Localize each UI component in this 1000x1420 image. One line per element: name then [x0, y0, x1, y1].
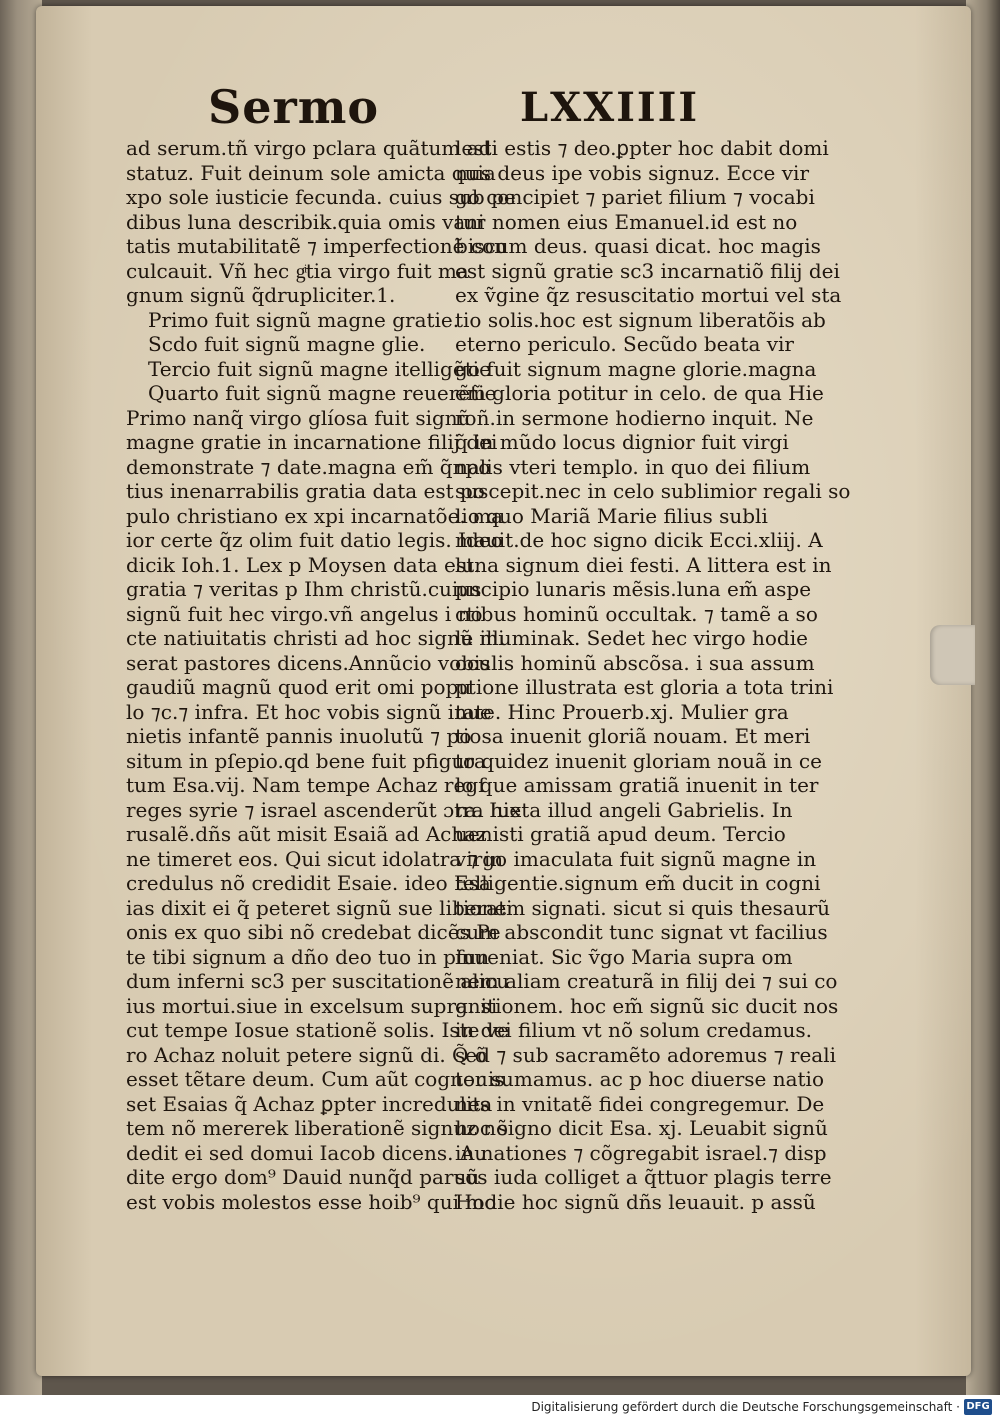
text-column-right	[455, 136, 851, 1214]
text-line: gnitionem. hoc em̃ signũ sic ducit nos	[455, 993, 839, 1018]
text-line: tum Esa.vij. Nam tempe Achaz regſ	[126, 773, 486, 797]
text-line: ra. Iuxta illud angeli Gabrielis. In	[455, 797, 793, 822]
text-line: in dei filium vt nõ solum credamus.	[455, 1018, 813, 1042]
text-line: sed ⁊ sub sacramẽto adoremus ⁊ reali	[455, 1042, 837, 1067]
text-line: virgo imaculata fuit signũ magne in	[455, 846, 817, 871]
text-line: pncipio lunaris mẽsis.luna em̃ aspe	[455, 577, 812, 601]
text-line: set Esaias q̃ Achaz ꝑpter incredulita	[126, 1091, 493, 1116]
text-line: gaudiũ magnũ quod erit omi popu	[126, 675, 472, 699]
text-line: dicik Ioh.1. Lex p Moysen data est.	[126, 552, 481, 577]
text-line: in nationes ⁊ cõgregabit israel.⁊ disp	[455, 1140, 827, 1165]
text-line: ior certe q̃z olim fuit datio legis. Ideo	[126, 528, 503, 552]
text-line: xpo sole iusticie fecunda. cuius sub pe	[126, 185, 516, 209]
text-line: em̃ gloria potitur in celo. de qua Hie	[455, 381, 824, 405]
text-line: pulo christiano ex xpi incarnatõe. ma	[126, 503, 504, 528]
text-line: inueniat. Sic ṽgo Maria supra om	[455, 944, 793, 969]
text-line: nes in vnitatẽ fidei congregemur. De	[455, 1091, 825, 1116]
text-line: ro Achaz noluit petere signũ di. Q̃ õ	[126, 1042, 487, 1067]
text-line: onis ex quo sibi nõ credebat dicẽs Pe	[126, 920, 501, 944]
text-line: magne gratie in incarnatione filij dei	[126, 430, 498, 454]
text-line: roñ.in sermone hodierno inquit. Ne	[455, 405, 814, 430]
text-line: reges syrie ⁊ israel ascenderũt ɔtra hie	[126, 797, 522, 822]
text-line: dum inferni sc3 per suscitationẽ alicu	[126, 969, 510, 993]
text-line: biscum deus. quasi dicat. hoc magis	[455, 234, 821, 258]
text-line: suscepit.nec in celo sublimior regali so	[455, 479, 851, 503]
text-line: situm in pſepio.qd bene fuit pfigura	[126, 748, 486, 773]
text-line: culcauit. Vñ hec gͥtia virgo fuit ma	[126, 258, 469, 283]
text-line: ad serum.tñ virgo pclara quãtum ad	[126, 136, 492, 160]
text-line: esset tẽtare deum. Cum aũt cognouis	[126, 1067, 505, 1091]
text-line: gnum signũ q̃drupliciter.1.	[126, 283, 396, 307]
text-line: dite ergo dom⁹ Dauid nunq̃d paruũ	[126, 1165, 480, 1189]
text-line: to quidez inuenit gloriam nouã in ce	[455, 748, 822, 773]
text-line: mauit.de hoc signo dicik Ecci.xliij. A	[455, 528, 823, 552]
text-line: tur nomen eius Emanuel.id est no	[455, 209, 798, 234]
text-line: demonstrate ⁊ date.magna em̃ q̃npo	[126, 454, 491, 479]
text-line: uenisti gratiã apud deum. Tercio	[455, 822, 786, 846]
text-line: go fuit signum magne glorie.magna	[455, 356, 817, 381]
text-line: nalis vteri templo. in quo dei filium	[455, 454, 811, 479]
text-line: nus deus ipe vobis signuz. Ecce vir	[455, 160, 810, 185]
text-line: go concipiet ⁊ pariet filium ⁊ vocabi	[455, 185, 815, 209]
page-clip	[930, 625, 975, 685]
text-line: tius inenarrabilis gratia data est po	[126, 479, 485, 503]
text-line: ias dixit ei q̃ peteret signũ sue liberati	[126, 895, 513, 920]
text-line: cum abscondit tunc signat vt facilius	[455, 920, 828, 944]
text-line: nem aliam creaturã in filij dei ⁊ sui co	[455, 969, 838, 993]
text-line: te tibi signum a dño deo tuo in pfun	[126, 944, 490, 969]
text-line: est signũ gratie sc3 incarnatiõ filij dei	[455, 258, 840, 283]
text-line: dibus luna describik.quia omis vani	[126, 209, 485, 234]
text-line: ius mortui.siue in excelsum supra. si	[126, 993, 498, 1018]
text-line: tem nõ mererek liberationẽ signuz nõ	[126, 1116, 509, 1140]
text-line: cte natiuitatis christi ad hoc signũ mi	[126, 626, 505, 650]
running-head: Sermo	[208, 80, 380, 134]
text-line: luna signum diei festi. A littera est in	[455, 552, 832, 577]
text-line: Tercio fuit signũ magne itelligẽtie	[148, 356, 491, 381]
footer-bar	[0, 1395, 1000, 1420]
text-line: ter sumamus. ac p hoc diuerse natio	[455, 1067, 824, 1091]
text-line: sos iuda colliget a q̃ttuor plagis terre	[455, 1165, 832, 1189]
text-line: Quarto fuit signũ magne reuerẽtie	[148, 381, 497, 405]
text-line: dedit ei sed domui Iacob dicens. Au	[126, 1140, 488, 1165]
text-line: ne timeret eos. Qui sicut idolatra ⁊ in	[126, 846, 504, 871]
text-line: q̃ in mũdo locus dignior fuit virgi	[455, 430, 789, 454]
text-line: tate. Hinc Prouerb.xj. Mulier gra	[455, 699, 789, 724]
text-line: eterno periculo. Secũdo beata vir	[455, 332, 794, 356]
text-line: Primo fuit signũ magne gratie.	[148, 307, 460, 332]
folio-number: LXXIIII	[520, 84, 700, 131]
text-line: est vobis molestos esse hoib⁹ qui mo	[126, 1189, 497, 1214]
text-line: credulus nõ credidit Esaie. ideo Esa	[126, 871, 491, 895]
text-line: statuz. Fuit deinum sole amicta quia	[126, 160, 496, 185]
text-line: ex ṽgine q̃z resuscitatio mortui vel sta	[455, 283, 842, 307]
text-line: lesti estis ⁊ deo.ꝑpter hoc dabit domi	[455, 136, 829, 160]
page-stack-edge	[966, 0, 1000, 1395]
text-line: le illuminak. Sedet hec virgo hodie	[455, 626, 808, 650]
text-line: rusalẽ.dñs aũt misit Esaiã ad Achaz	[126, 822, 487, 846]
text-line: Hodie hoc signũ dñs leuauit. p assũ	[455, 1189, 816, 1214]
text-line: Primo nanq̃ virgo glíosa fuit signũ	[126, 405, 471, 430]
text-line: nietis infantẽ pannis inuolutũ ⁊ po	[126, 724, 472, 748]
text-line: tiosa inuenit gloriã nouam. Et meri	[455, 724, 811, 748]
text-line: ptione illustrata est gloria a tota trini	[455, 675, 834, 699]
text-line: cut tempe Iosue stationẽ solis. Iste ve	[126, 1018, 509, 1042]
text-line: telligentie.signum em̃ ducit in cogni	[455, 871, 821, 895]
funding-credit: Digitalisierung gefördert durch die Deutsche Forschungsgemeinschaft ·	[531, 1400, 960, 1414]
dfg-logo-icon: DFG	[964, 1399, 992, 1415]
text-line: Scdo fuit signũ magne glie.	[148, 332, 426, 356]
text-line: tatis mutabilitatẽ ⁊ imperfectionẽ con	[126, 234, 507, 258]
text-line: oculis hominũ abscõsa. i sua assum	[455, 650, 815, 675]
text-line: tionem signati. sicut si quis thesaurũ	[455, 895, 831, 920]
text-line: gratia ⁊ veritas p Ihm christũ.cuius	[126, 577, 482, 601]
text-line: lo ⁊c.⁊ infra. Et hoc vobis signũ inue	[126, 699, 492, 724]
text-line: serat pastores dicens.Annũcio vobis	[126, 650, 491, 675]
text-line: lio quo Mariã Marie filius subli	[455, 503, 768, 528]
text-column-left	[126, 136, 522, 1214]
text-line: hoc signo dicit Esa. xj. Leuabit signũ	[455, 1116, 828, 1140]
text-line: ctibus hominũ occultak. ⁊ tamẽ a so	[455, 601, 818, 626]
text-line: tio solis.hoc est signum liberatõis ab	[455, 307, 826, 332]
text-line: signũ fuit hec virgo.vñ angelus i no	[126, 601, 483, 626]
text-line: lo que amissam gratiã inuenit in ter	[455, 773, 819, 797]
